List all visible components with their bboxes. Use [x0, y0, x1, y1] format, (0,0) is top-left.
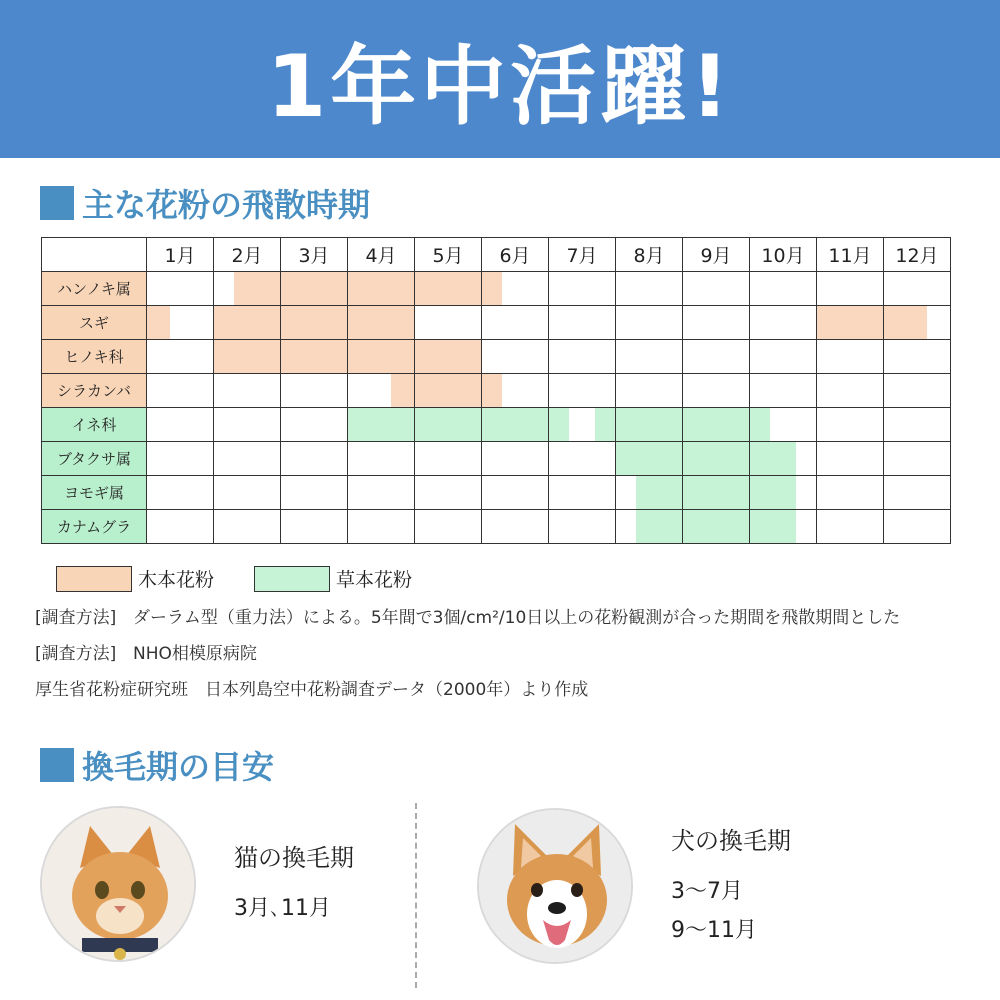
- month-cell: [482, 476, 549, 510]
- legend-item-grass: [254, 565, 412, 592]
- pollen-period-bar: [683, 442, 749, 475]
- month-cell: [683, 340, 750, 374]
- pollen-period-bar: [281, 306, 347, 339]
- month-cell: [884, 476, 951, 510]
- month-cell: [616, 272, 683, 306]
- month-cell: [482, 272, 549, 306]
- month-header: 3月: [281, 238, 348, 272]
- month-header: 7月: [549, 238, 616, 272]
- month-cell: [147, 408, 214, 442]
- banner-title: 1年中活躍!: [266, 37, 734, 137]
- month-cell: [817, 340, 884, 374]
- month-cell: [281, 510, 348, 544]
- month-cell: [549, 340, 616, 374]
- table-row: [42, 442, 951, 476]
- month-cell: [281, 408, 348, 442]
- table-row: [42, 510, 951, 544]
- month-cell: [549, 306, 616, 340]
- month-cell: [281, 374, 348, 408]
- month-cell: [683, 476, 750, 510]
- month-cell: [415, 340, 482, 374]
- pollen-period-bar: [348, 272, 414, 305]
- month-cell: [884, 408, 951, 442]
- pollen-period-bar: [281, 272, 347, 305]
- pollen-period-bar: [750, 442, 796, 475]
- table-row: [42, 374, 951, 408]
- note-method: [35, 604, 965, 632]
- pollen-period-bar: [817, 306, 883, 339]
- table-corner: [42, 238, 147, 272]
- note-method-text: ダーラム型（重力法）による。5年間で3個/cm²/10日以上の花粉観測が合った期間を飛散期間とした: [133, 608, 901, 628]
- month-cell: [616, 510, 683, 544]
- month-cell: [214, 442, 281, 476]
- month-cell: [348, 442, 415, 476]
- pollen-heading-text: 主な花粉の飛散時期: [82, 186, 371, 224]
- month-cell: [750, 408, 817, 442]
- pollen-type-label: シラカンバ: [42, 374, 147, 408]
- cat-shedding-title: 猫の換毛期: [234, 844, 354, 872]
- month-cell: [281, 442, 348, 476]
- legend: [56, 565, 452, 592]
- dog-shedding-title: 犬の換毛期: [671, 826, 791, 855]
- table-row: [42, 340, 951, 374]
- month-cell: [884, 442, 951, 476]
- pollen-type-label: ハンノキ属: [42, 272, 147, 306]
- note-method-label: [調査方法]: [35, 608, 117, 628]
- table-row: [42, 306, 951, 340]
- pollen-type-label: カナムグラ: [42, 510, 147, 544]
- pollen-type-label: スギ: [42, 306, 147, 340]
- month-cell: [884, 374, 951, 408]
- month-cell: [683, 374, 750, 408]
- month-cell: [817, 306, 884, 340]
- survey-notes: [35, 604, 965, 704]
- month-header: 11月: [817, 238, 884, 272]
- legend-swatch-grass: [254, 566, 330, 592]
- month-cell: [750, 442, 817, 476]
- note-site-text: NHO相模原病院: [133, 644, 257, 664]
- dog-photo: [477, 808, 633, 964]
- pollen-period-bar: [214, 340, 280, 373]
- section-divider: [415, 803, 417, 988]
- month-header: 6月: [482, 238, 549, 272]
- note-site-label: [調査方法]: [35, 644, 117, 664]
- pollen-period-bar: [415, 408, 481, 441]
- month-cell: [616, 306, 683, 340]
- month-cell: [549, 442, 616, 476]
- month-cell: [482, 408, 549, 442]
- month-cell: [817, 476, 884, 510]
- heading-square-icon: [40, 186, 74, 220]
- month-cell: [884, 340, 951, 374]
- month-cell: [750, 340, 817, 374]
- month-cell: [281, 272, 348, 306]
- month-cell: [817, 374, 884, 408]
- month-cell: [817, 442, 884, 476]
- pollen-period-bar: [482, 408, 548, 441]
- table-row: [42, 408, 951, 442]
- month-cell: [549, 510, 616, 544]
- month-cell: [348, 272, 415, 306]
- note-source: [35, 676, 965, 704]
- month-cell: [281, 340, 348, 374]
- cat-shedding: [40, 806, 354, 962]
- month-header: 2月: [214, 238, 281, 272]
- pollen-calendar-table: [41, 237, 951, 544]
- month-cell: [616, 408, 683, 442]
- month-cell: [817, 408, 884, 442]
- month-cell: [683, 442, 750, 476]
- pollen-period-bar: [750, 408, 770, 441]
- pollen-period-bar: [636, 510, 682, 543]
- note-source-text: 厚生省花粉症研究班 日本列島空中花粉調査データ（2000年）より作成: [35, 680, 589, 700]
- pollen-type-label: ヨモギ属: [42, 476, 147, 510]
- month-header: 4月: [348, 238, 415, 272]
- month-header: 10月: [750, 238, 817, 272]
- month-cell: [616, 476, 683, 510]
- month-cell: [147, 374, 214, 408]
- pollen-period-bar: [147, 306, 170, 339]
- pollen-period-bar: [549, 408, 569, 441]
- pollen-period-bar: [415, 340, 481, 373]
- month-cell: [147, 306, 214, 340]
- month-cell: [147, 476, 214, 510]
- month-cell: [214, 510, 281, 544]
- pollen-period-bar: [348, 306, 414, 339]
- month-cell: [482, 442, 549, 476]
- month-cell: [750, 476, 817, 510]
- legend-swatch-tree: [56, 566, 132, 592]
- month-cell: [348, 340, 415, 374]
- month-cell: [415, 476, 482, 510]
- month-cell: [348, 306, 415, 340]
- month-cell: [214, 374, 281, 408]
- month-cell: [482, 374, 549, 408]
- dog-shedding-period-1: 3～7月: [671, 878, 743, 904]
- month-cell: [214, 272, 281, 306]
- pollen-type-label: ヒノキ科: [42, 340, 147, 374]
- dog-shedding: [477, 808, 791, 964]
- month-header: 9月: [683, 238, 750, 272]
- legend-label-grass: 草本花粉: [336, 569, 413, 591]
- pollen-section-heading: [40, 180, 370, 226]
- pollen-period-bar: [415, 272, 481, 305]
- pollen-period-bar: [750, 476, 796, 509]
- pollen-type-label: ブタクサ属: [42, 442, 147, 476]
- cat-photo: [40, 806, 196, 962]
- pollen-period-bar: [683, 408, 749, 441]
- month-cell: [415, 408, 482, 442]
- month-cell: [482, 510, 549, 544]
- month-cell: [214, 306, 281, 340]
- month-cell: [415, 510, 482, 544]
- pollen-period-bar: [391, 374, 414, 407]
- month-cell: [817, 272, 884, 306]
- pollen-period-bar: [348, 340, 414, 373]
- month-cell: [147, 272, 214, 306]
- month-cell: [348, 510, 415, 544]
- month-cell: [415, 442, 482, 476]
- month-cell: [683, 510, 750, 544]
- month-cell: [549, 408, 616, 442]
- month-cell: [683, 306, 750, 340]
- pollen-period-bar: [234, 272, 280, 305]
- month-cell: [214, 408, 281, 442]
- pollen-period-bar: [281, 340, 347, 373]
- month-cell: [750, 272, 817, 306]
- month-cell: [549, 374, 616, 408]
- month-cell: [348, 374, 415, 408]
- month-cell: [616, 374, 683, 408]
- month-cell: [348, 476, 415, 510]
- pollen-type-label: イネ科: [42, 408, 147, 442]
- month-cell: [482, 306, 549, 340]
- month-header: 1月: [147, 238, 214, 272]
- pollen-period-bar: [482, 272, 502, 305]
- table-row: [42, 476, 951, 510]
- pollen-period-bar: [348, 408, 414, 441]
- month-cell: [415, 374, 482, 408]
- month-cell: [750, 306, 817, 340]
- month-cell: [884, 306, 951, 340]
- month-header: 8月: [616, 238, 683, 272]
- pollen-period-bar: [884, 306, 927, 339]
- month-cell: [214, 476, 281, 510]
- month-cell: [817, 510, 884, 544]
- heading-square-icon: [40, 748, 74, 782]
- month-cell: [884, 510, 951, 544]
- pollen-period-bar: [616, 408, 682, 441]
- month-cell: [750, 374, 817, 408]
- month-cell: [147, 442, 214, 476]
- pollen-period-bar: [683, 510, 749, 543]
- month-cell: [750, 510, 817, 544]
- month-cell: [281, 306, 348, 340]
- shedding-section-heading: [40, 742, 274, 788]
- legend-label-tree: 木本花粉: [138, 569, 215, 591]
- month-cell: [683, 272, 750, 306]
- month-header: 5月: [415, 238, 482, 272]
- pollen-period-bar: [616, 442, 682, 475]
- month-cell: [616, 442, 683, 476]
- pollen-period-bar: [595, 408, 615, 441]
- month-cell: [482, 340, 549, 374]
- pollen-period-bar: [683, 476, 749, 509]
- header-banner: [0, 0, 1000, 158]
- month-cell: [147, 340, 214, 374]
- pollen-period-bar: [482, 374, 502, 407]
- month-cell: [348, 408, 415, 442]
- shedding-heading-text: 換毛期の目安: [82, 748, 275, 786]
- legend-item-tree: [56, 565, 214, 592]
- month-cell: [415, 272, 482, 306]
- table-row: [42, 272, 951, 306]
- pollen-period-bar: [415, 374, 481, 407]
- month-header: 12月: [884, 238, 951, 272]
- pollen-period-bar: [750, 510, 796, 543]
- dog-shedding-period-2: 9～11月: [671, 917, 757, 943]
- month-cell: [549, 272, 616, 306]
- month-cell: [884, 272, 951, 306]
- month-cell: [214, 340, 281, 374]
- month-cell: [281, 476, 348, 510]
- pollen-period-bar: [214, 306, 280, 339]
- month-cell: [415, 306, 482, 340]
- note-site: [35, 640, 965, 668]
- month-cell: [549, 476, 616, 510]
- cat-shedding-period: 3月､11月: [234, 896, 331, 921]
- month-cell: [616, 340, 683, 374]
- pollen-period-bar: [636, 476, 682, 509]
- month-cell: [147, 510, 214, 544]
- month-cell: [683, 408, 750, 442]
